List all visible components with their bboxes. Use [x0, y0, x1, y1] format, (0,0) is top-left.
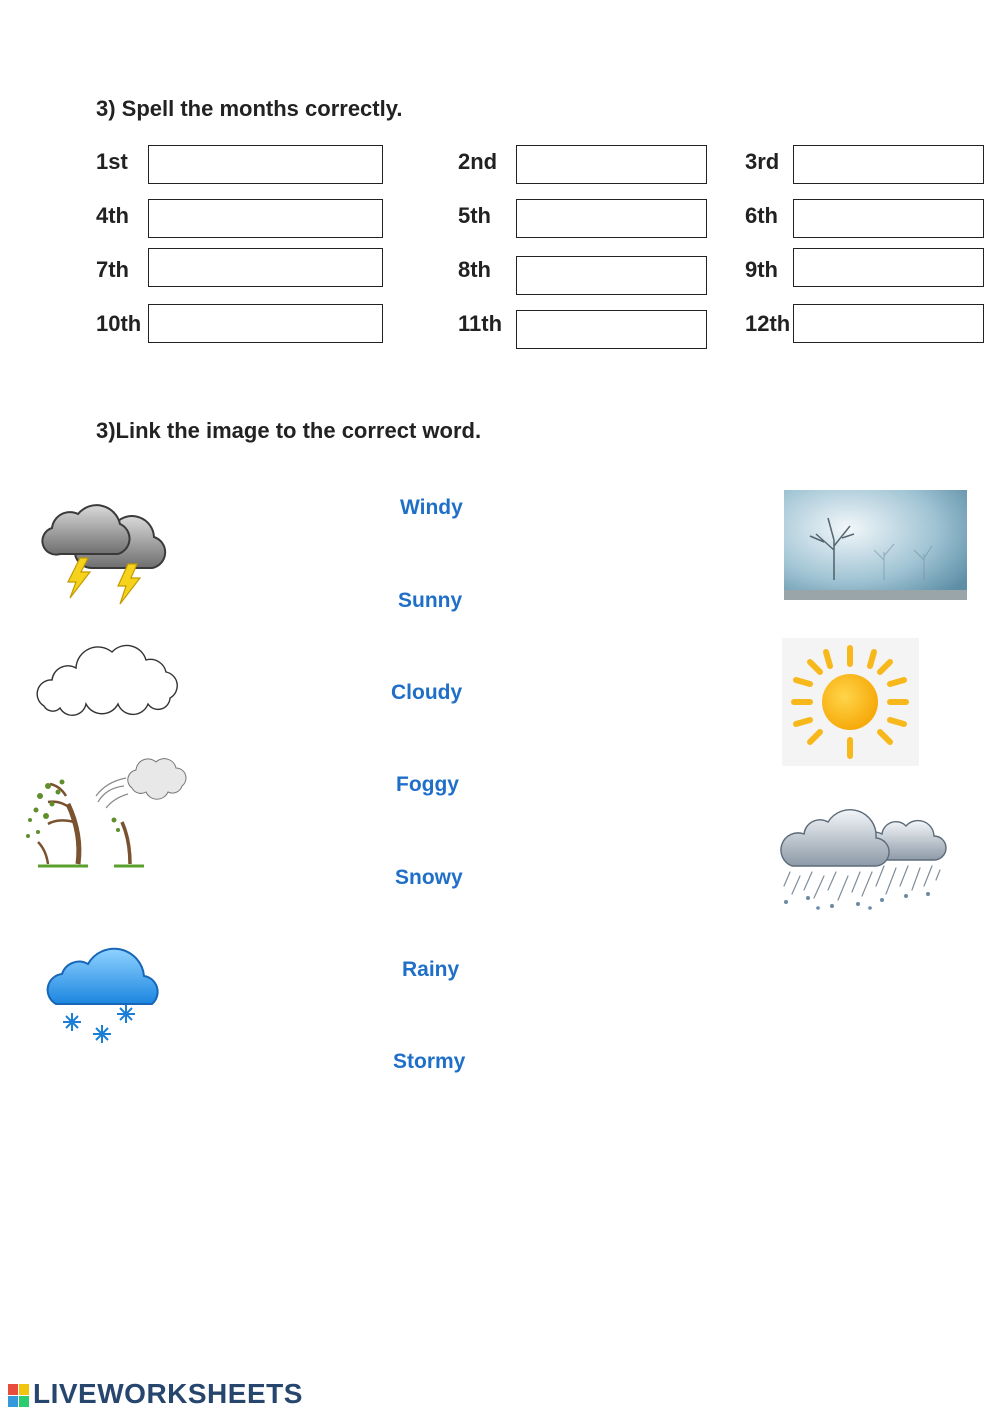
ordinal-label: 10th	[96, 311, 142, 336]
section2-title: 3)Link the image to the correct word.	[96, 418, 482, 443]
word-stormy[interactable]: Stormy	[393, 1050, 466, 1073]
ordinal-label: 5th	[458, 203, 491, 228]
rain-cloud-icon[interactable]	[778, 798, 948, 914]
ordinal-label: 11th	[458, 311, 503, 336]
cloud-icon[interactable]	[30, 640, 180, 722]
ordinal-label: 3rd	[745, 149, 780, 174]
foggy-trees-icon[interactable]	[784, 490, 967, 600]
month-input-6[interactable]	[793, 199, 984, 238]
ordinal-label: 8th	[458, 257, 491, 282]
month-input-2[interactable]	[516, 145, 707, 184]
month-input-11[interactable]	[516, 310, 707, 349]
liveworksheets-logo-text: LIVEWORKSHEETS	[33, 1378, 303, 1409]
ordinal-label: 1st	[96, 149, 128, 174]
word-rainy[interactable]: Rainy	[402, 958, 460, 981]
section1-title: 3) Spell the months correctly.	[96, 96, 403, 121]
word-foggy[interactable]: Foggy	[396, 773, 459, 796]
word-snowy[interactable]: Snowy	[395, 866, 463, 889]
month-input-12[interactable]	[793, 304, 984, 343]
snow-cloud-icon[interactable]	[38, 924, 170, 1048]
ordinal-label: 4th	[96, 203, 129, 228]
month-input-7[interactable]	[148, 248, 383, 287]
ordinal-label: 2nd	[458, 149, 498, 174]
month-input-9[interactable]	[793, 248, 984, 287]
ordinal-label: 9th	[745, 257, 778, 282]
month-input-5[interactable]	[516, 199, 707, 238]
word-cloudy[interactable]: Cloudy	[391, 681, 463, 704]
month-input-3[interactable]	[793, 145, 984, 184]
ordinal-label: 7th	[96, 257, 129, 282]
ordinal-label: 6th	[745, 203, 778, 228]
windy-trees-icon[interactable]	[18, 756, 190, 868]
word-windy[interactable]: Windy	[400, 496, 463, 519]
liveworksheets-logo-icon	[8, 1384, 30, 1408]
month-input-1[interactable]	[148, 145, 383, 184]
month-input-10[interactable]	[148, 304, 383, 343]
sun-icon[interactable]	[782, 638, 919, 766]
word-sunny[interactable]: Sunny	[398, 589, 463, 612]
ordinal-label: 12th	[745, 311, 791, 336]
month-input-8[interactable]	[516, 256, 707, 295]
storm-cloud-icon[interactable]	[40, 482, 170, 607]
month-input-4[interactable]	[148, 199, 383, 238]
